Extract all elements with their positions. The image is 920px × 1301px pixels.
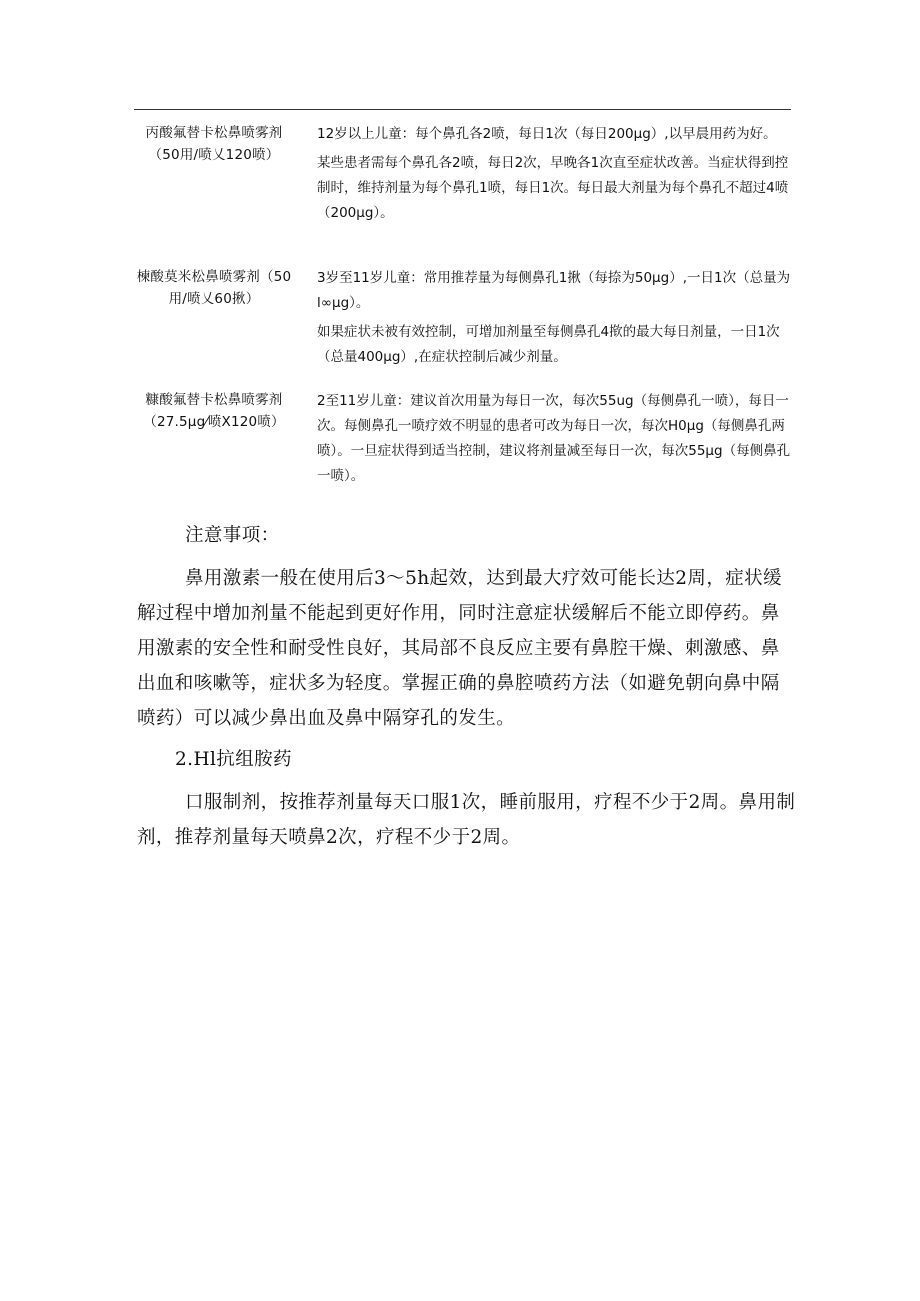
dosage-cell <box>317 389 792 489</box>
table-top-rule <box>134 109 791 110</box>
notes-heading: 注意事项： <box>185 525 280 546</box>
section-paragraph: 口服制剂，按推荐剂量每天口服1次，睡前服用，疗程不少于2周。鼻用制剂，推荐剂量每天喷鼻2次，疗程不少于2周。 <box>137 792 796 848</box>
dosage-text: 2至11岁儿童：建议首次用量为每日一次，每次55ug（每侧鼻孔一喷），每日一次。每侧鼻孔一喷疗效不明显的患者可改为每日一次，每次H0μg（每侧鼻孔两喷）。一旦症状得到适当控制，建议将剂量减至每日一次，每次55μg（每侧鼻孔一喷）。 <box>317 393 791 484</box>
dosage-text: 3岁至11岁儿童：常用推荐量为每侧鼻孔1揪（每捺为50μg）,一日1次（总量为l∞μg）。 <box>317 270 791 311</box>
dosage-text: 12岁以上儿童：每个鼻孔各2喷，每日1次（每日200μg）,以早晨用药为好。 <box>317 126 777 142</box>
dosage-cell <box>317 266 792 370</box>
dosage-cell <box>317 122 792 226</box>
notes-paragraph: 鼻用激素一般在使用后3～5h起效，达到最大疗效可能长达2周，症状缓解过程中增加剂量不能起到更好作用，同时注意症状缓解后不能立即停药。鼻用激素的安全性和耐受性良好，其局部不良反应主要有鼻腔干燥、刺激感、鼻出血和咳嗽等，症状多为轻度。掌握正确的鼻腔喷药方法（如避免朝向鼻中隔喷药）可以减少鼻出血及鼻中隔穿孔的发生。 <box>137 568 782 729</box>
notes-section <box>137 518 797 855</box>
drug-name: 丙酸氟替卡松鼻喷雾剂（50用/喷乂120喷） <box>145 125 283 163</box>
drug-name: 楝酸莫米松鼻喷雾剂（50用/喷乂60揪） <box>136 269 292 307</box>
section-heading: 2.Hl抗组胺药 <box>175 749 292 770</box>
drug-name: 糠酸氟替卡松鼻喷雾剂（27.5μg⁄喷X120喷） <box>143 392 285 430</box>
dosage-text: 如果症状未被有效控制，可增加剂量至每侧鼻孔4揿的最大每日剂量，一日1次（总量400μg）,在症状控制后减少剂量。 <box>317 324 780 365</box>
dosage-text: 某些患者需每个鼻孔各2喷，每日2次，早晚各1次直至症状改善。当症状得到控制时，维持剂量为每个鼻孔1喷，每日1次。每日最大剂量为每个鼻孔不超过4喷（200μg）。 <box>317 155 789 221</box>
